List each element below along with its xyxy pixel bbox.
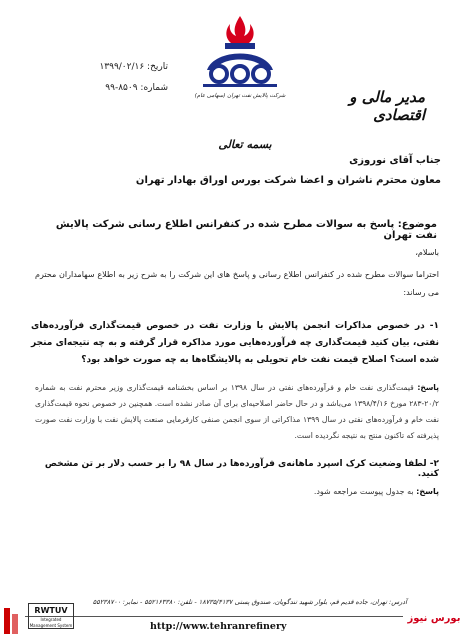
footer-website: http://www.tehranrefinery (150, 621, 287, 632)
bourse-news-badge (403, 612, 465, 640)
recipient-name: جناب آقای نوروزی (349, 155, 441, 166)
answer-2-text: به جدول پیوست مراجعه شود. (313, 487, 414, 496)
answer-1-label: پاسخ: (417, 383, 439, 392)
footer-address: آدرس: تهران، جاده قدیم قم، بلوار شهید تندگویان، صندوق پستی ۱۸۷۳۵/۴۱۳۷ - تلفن: ۵۵۲۱۶۳۳۸۰ - نمابر: ۵۵۲۳۸۷۰۰ (92, 598, 407, 606)
rwtuv-certification-logo (28, 603, 74, 629)
answer-1 (35, 380, 439, 444)
department-title: مدیر مالی و اقتصادی (349, 88, 425, 124)
footer-divider (25, 616, 435, 617)
recipient-title: معاون محترم ناشران و اعضا شرکت بورس اوراق بهادار تهران (135, 175, 441, 186)
tehran-refinery-logo-icon (195, 12, 285, 92)
flag-icon (2, 606, 22, 636)
rwtuv-logo-text: RWTUV (34, 606, 68, 615)
letter-date: تاریخ: ۱۳۹۹/۰۲/۱۶ (99, 62, 168, 72)
bismillah-heading: بسمه تعالی (218, 138, 272, 151)
intro-paragraph: احتراما سوالات مطرح شده در کنفرانس اطلاع رسانی و پاسخ های این شرکت را به شرح زیر به اطلاع سهامداران محترم می رساند: (35, 270, 439, 297)
answer-2 (139, 487, 439, 496)
question-2: ۲- لطفا وضعیت کرک اسپرد ماهانه‌ی فرآورده‌ها در سال ۹۸ را بر حسب دلار بر تن مشخص کنید. (44, 459, 439, 479)
letter-number: شماره: ۸۵۰۹-۹۹ (105, 83, 168, 93)
company-caption: شرکت پالایش نفت تهران (سهامی عام) (194, 93, 286, 99)
bourse-news-text: بورس نیوز (407, 613, 461, 624)
question-1: ۱- در خصوص مذاکرات انجمن پالایش با وزارت نفت در خصوص قیمت‌گذاری فرآورده‌های نفتی، بیان کنید قیمت‌گذاری چه فرآورده‌هایی مورد مذاکره قرار گرفته و به چه نتیجه‌ای منجر شده است؟ اصلاح قیمت نفت خام تحویلی به پالایشگاه‌ها به چه صورت خواهد بود؟ (31, 321, 439, 365)
rwtuv-caption: Integrated Management System (29, 617, 73, 628)
answer-2-label: پاسخ: (416, 487, 439, 496)
letter-subject: موضوع: پاسخ به سوالات مطرح شده در کنفرانس اطلاع رسانی شرکت پالایش نفت تهران (55, 219, 437, 241)
answer-1-text: قیمت‌گذاری نفت خام و فرآورده‌های نفتی در سال ۱۳۹۸ بر اساس بخشنامه قیمت‌گذاری وزیر محترم نفت به شماره ۲۰/۲-۲۸۳ مورخ ۱۳۹۸/۴/۱۶ می‌باشد و در حال حاضر اصلاحیه‌ای برای آن صادر نشده است. همچنین در خصوص نحوه قیمت‌گذاری نفت خام و فرآورده‌های نفتی در سال ۱۳۹۹ مذاکراتی از سوی انجمن صنفی کارفرمایی صنعت پالایش نفت با وزارت نفت صورت پذیرفته که تاکنون منتج به نتیجه نگردیده است. (35, 383, 440, 440)
greeting: باسلام، (415, 248, 439, 257)
